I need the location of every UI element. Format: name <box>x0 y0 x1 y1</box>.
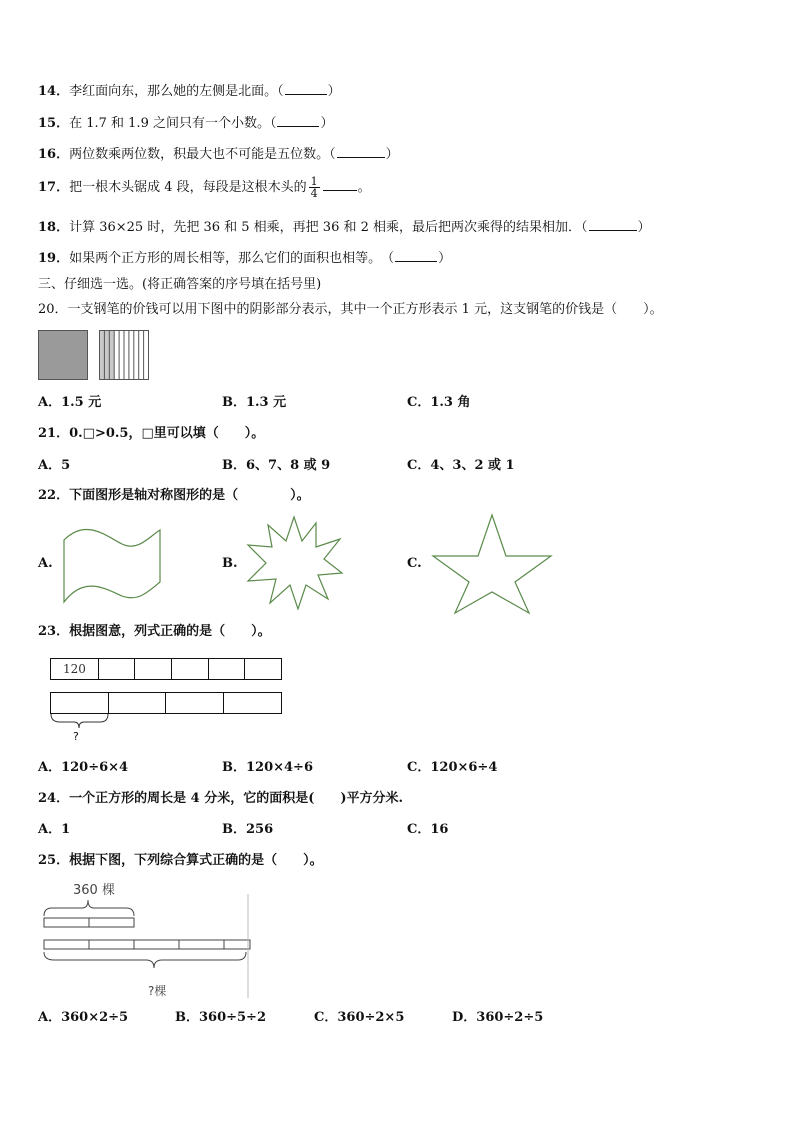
option-a[interactable]: A．5 <box>38 458 71 473</box>
brace-icon <box>50 714 112 734</box>
question-18: 18．计算 36×25 时，先把 36 和 5 相乘，再把 36 和 2 相乘，最后把两次乘得的结果相加．（ ） <box>38 220 651 235</box>
shape-label-a[interactable]: A. <box>38 556 53 571</box>
q20-figure <box>38 330 158 382</box>
option-c[interactable]: C．16 <box>407 822 449 837</box>
option-c[interactable]: C．4、3、2 或 1 <box>407 458 515 473</box>
fraction: $\frac{1}{4}$ <box>310 175 318 200</box>
q25-figure <box>38 894 252 1000</box>
section-heading: 三、仔细选一选。(将正确答案的序号填在括号里) <box>38 277 322 292</box>
question-15: 15．在 1.7 和 1.9 之间只有一个小数。（ ） <box>38 116 334 131</box>
answer-blank[interactable] <box>323 178 357 191</box>
option-c[interactable]: C．360÷2×5 <box>314 1010 405 1025</box>
answer-blank[interactable] <box>395 249 437 262</box>
question-25: 25．根据下图，下列综合算式正确的是（ ）。 <box>38 853 323 868</box>
option-a[interactable]: A．1.5 元 <box>38 395 102 410</box>
top-label: 360 棵 <box>73 883 115 898</box>
flag-shape-icon[interactable] <box>60 522 164 608</box>
question-17: 17．把一根木头锯成 4 段，每段是这根木头的 $\frac{1}{4}$ 。 <box>38 175 371 200</box>
full-square <box>39 331 88 380</box>
question-16: 16．两位数乘两位数，积最大也不可能是五位数。（ ） <box>38 147 399 162</box>
cell-value: 120 <box>51 659 99 679</box>
tenths-square <box>100 330 149 380</box>
question-24: 24．一个正方形的周长是 4 分米，它的面积是( )平方分米. <box>38 791 404 806</box>
starburst-shape-icon[interactable] <box>244 515 344 610</box>
option-b[interactable]: B．360÷5÷2 <box>175 1010 267 1025</box>
shape-label-b[interactable]: B. <box>222 556 238 571</box>
option-a[interactable]: A．360×2÷5 <box>38 1010 129 1025</box>
question-20: 20．一支钢笔的价钱可以用下图中的阴影部分表示，其中一个正方形表示 1 元，这支钢笔的价钱是（ ）。 <box>38 302 663 317</box>
answer-blank[interactable] <box>277 114 319 127</box>
question-21: 21．0.□>0.5，□里可以填（ ）。 <box>38 426 265 441</box>
question-19: 19．如果两个正方形的周长相等，那么它们的面积也相等。 （ ） <box>38 251 452 266</box>
shape-label-c[interactable]: C. <box>407 556 422 571</box>
unknown-mark: ? <box>73 730 79 743</box>
option-a[interactable]: A．1 <box>38 822 71 837</box>
option-b[interactable]: B．256 <box>222 822 274 837</box>
bottom-label: ?棵 <box>148 984 167 998</box>
option-b[interactable]: B．6、7、8 或 9 <box>222 458 331 473</box>
option-b[interactable]: B．1.3 元 <box>222 395 287 410</box>
star-shape-icon[interactable] <box>430 512 554 616</box>
question-22: 22．下面图形是轴对称图形的是（ ）。 <box>38 488 310 503</box>
option-a[interactable]: A．120÷6×4 <box>38 760 129 775</box>
option-d[interactable]: D．360÷2÷5 <box>452 1010 544 1025</box>
answer-blank[interactable] <box>337 145 385 158</box>
question-23: 23．根据图意，列式正确的是（ ）。 <box>38 624 271 639</box>
option-c[interactable]: C．1.3 角 <box>407 395 471 410</box>
answer-blank[interactable] <box>589 218 637 231</box>
option-b[interactable]: B．120×4÷6 <box>222 760 314 775</box>
question-14: 14．李红面向东，那么她的左侧是北面。（ ） <box>38 84 341 99</box>
option-c[interactable]: C．120×6÷4 <box>407 760 498 775</box>
bottom-bar-diagram <box>50 692 282 714</box>
answer-blank[interactable] <box>285 82 327 95</box>
top-bar-diagram <box>50 658 282 680</box>
